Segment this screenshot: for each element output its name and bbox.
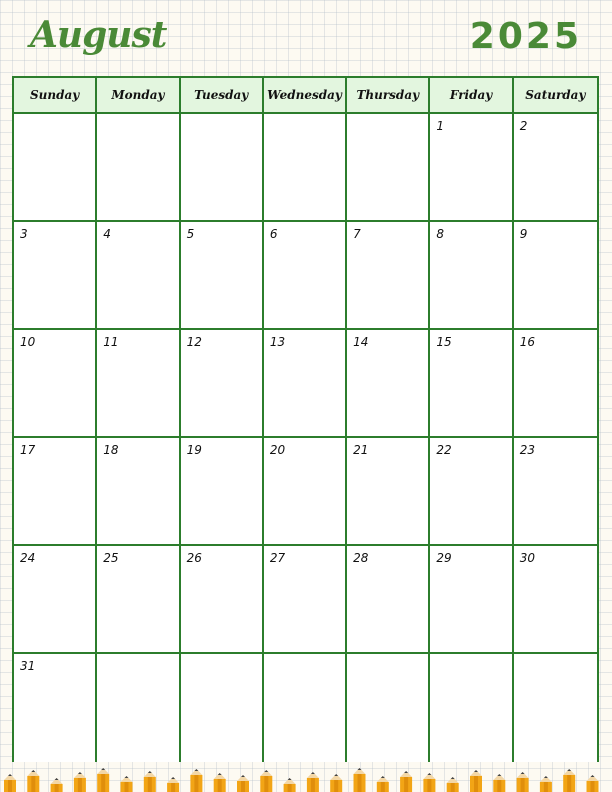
pencil-icon	[517, 772, 529, 792]
day-cell	[514, 114, 597, 222]
day-number: 18	[103, 443, 119, 457]
day-number: 27	[269, 551, 286, 565]
day-number: 20	[269, 443, 286, 457]
day-number: 24	[20, 551, 36, 565]
pencil-icon	[330, 774, 342, 792]
pencil-icon	[190, 769, 202, 792]
day-number: 1	[436, 119, 445, 133]
day-cell	[97, 654, 180, 762]
day-number: 4	[103, 227, 111, 241]
day-cell	[97, 438, 180, 546]
day-cell	[264, 330, 347, 438]
day-cell	[181, 222, 264, 330]
pencil-icon	[74, 772, 86, 792]
day-cell	[14, 222, 97, 330]
day-number: 30	[519, 551, 535, 565]
day-cell	[514, 330, 597, 438]
pencil-icon	[540, 776, 552, 792]
day-number: 23	[519, 443, 535, 457]
day-number: 21	[353, 443, 369, 457]
day-number: 5	[186, 227, 195, 241]
day-cell	[430, 546, 513, 654]
weekday-monday: Monday	[97, 78, 180, 112]
day-cell	[430, 438, 513, 546]
day-number: 2	[519, 119, 528, 133]
day-cell	[430, 654, 513, 762]
day-cell	[264, 654, 347, 762]
day-cell	[264, 438, 347, 546]
day-cell	[181, 546, 264, 654]
day-cell	[347, 114, 430, 222]
pencil-icon	[260, 770, 272, 792]
day-cell	[347, 654, 430, 762]
day-cell	[97, 114, 180, 222]
weekday-friday: Friday	[430, 78, 513, 112]
pencil-icon	[97, 768, 109, 792]
day-number: 9	[519, 227, 528, 241]
day-cell	[14, 546, 97, 654]
pencil-icon	[167, 777, 179, 792]
day-number: 11	[103, 335, 119, 349]
weekday-thursday: Thursday	[347, 78, 430, 112]
day-number: 17	[20, 443, 36, 457]
day-number: 16	[519, 335, 535, 349]
pencil-icon	[144, 771, 156, 792]
day-cell	[347, 546, 430, 654]
day-number: 15	[436, 335, 452, 349]
day-number: 12	[186, 335, 202, 349]
pencil-border	[0, 764, 612, 792]
pencil-icon	[587, 775, 599, 792]
day-number: 26	[186, 551, 202, 565]
weekday-header	[14, 78, 597, 114]
day-number: 25	[103, 551, 119, 565]
day-number: 3	[20, 227, 28, 241]
day-number: 31	[20, 659, 36, 673]
day-number: 6	[269, 227, 278, 241]
day-cell	[347, 222, 430, 330]
day-number: 14	[353, 335, 369, 349]
day-cell	[514, 546, 597, 654]
year-title: 2025	[469, 16, 582, 57]
day-cell	[430, 114, 513, 222]
month-title: August	[30, 14, 167, 56]
day-cell	[181, 114, 264, 222]
day-cell	[14, 654, 97, 762]
pencil-icon	[284, 778, 296, 792]
pencil-icon	[447, 777, 459, 792]
pencil-icon	[27, 770, 39, 792]
day-cell	[14, 114, 97, 222]
day-cell	[181, 438, 264, 546]
day-number: 13	[269, 335, 286, 349]
day-number: 8	[436, 227, 445, 241]
day-cell	[430, 222, 513, 330]
weekday-tuesday: Tuesday	[181, 78, 264, 112]
day-cell	[264, 546, 347, 654]
pencil-icon	[237, 775, 249, 792]
pencil-icon	[493, 774, 505, 792]
weekday-saturday: Saturday	[525, 88, 586, 102]
pencil-icon	[377, 776, 389, 792]
day-cell	[97, 330, 180, 438]
pencil-icon	[307, 772, 319, 792]
day-cell	[514, 654, 597, 762]
pencil-icon	[354, 768, 366, 792]
day-cell	[97, 546, 180, 654]
day-number: 19	[186, 443, 202, 457]
pencil-icon	[400, 771, 412, 792]
pencil-icon	[563, 769, 575, 792]
pencil-icon	[121, 776, 133, 792]
day-cell	[181, 330, 264, 438]
day-cell	[514, 222, 597, 330]
pencil-icon	[214, 773, 226, 792]
day-cell	[14, 438, 97, 546]
day-cell	[97, 222, 180, 330]
day-number: 7	[353, 227, 361, 241]
pencil-icon	[51, 778, 63, 792]
day-cell	[14, 330, 97, 438]
pencil-icon	[4, 774, 16, 792]
day-cell	[430, 330, 513, 438]
day-number: 29	[436, 551, 452, 565]
day-cell	[347, 438, 430, 546]
day-cell	[347, 330, 430, 438]
day-cell	[181, 654, 264, 762]
day-number: 10	[20, 335, 36, 349]
day-cell	[264, 222, 347, 330]
calendar-grid	[12, 76, 599, 762]
day-number: 22	[436, 443, 452, 457]
pencil-icon	[423, 773, 435, 792]
day-cell	[264, 114, 347, 222]
day-cell	[514, 438, 597, 546]
weekday-wednesday: Wednesday	[264, 78, 347, 112]
weekday-sunday: Sunday	[14, 78, 97, 112]
day-number: 28	[353, 551, 369, 565]
day-grid	[14, 114, 597, 762]
pencil-icon	[470, 770, 482, 792]
